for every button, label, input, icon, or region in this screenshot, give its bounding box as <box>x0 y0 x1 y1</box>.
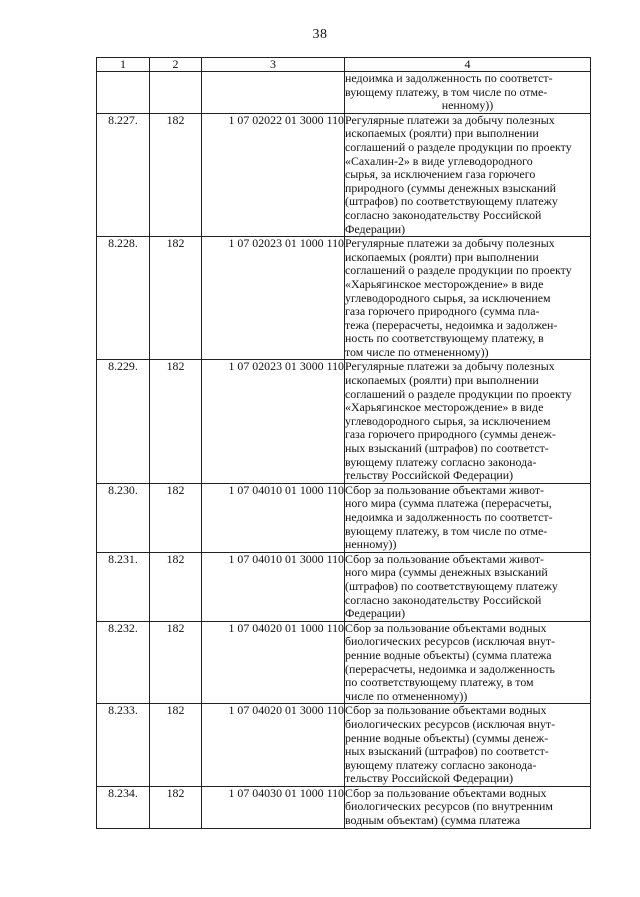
description-line: биологических ресурсов (исключая внут- <box>345 716 556 731</box>
row-number: 8.232. <box>97 621 150 704</box>
table-row <box>97 552 591 621</box>
row-description <box>345 360 591 483</box>
description-line: биологических ресурсов (по внутренним <box>345 799 553 814</box>
column-header-4: 4 <box>345 58 591 72</box>
description-line: «Сахалин-2» в виде углеводородного <box>345 153 533 168</box>
description-line: ного мира (суммы денежных взысканий <box>345 565 548 580</box>
row-description <box>345 621 591 704</box>
column-header-1: 1 <box>97 58 150 72</box>
description-line: ненному)) <box>441 98 494 113</box>
budget-classification-code: 1 07 04010 01 1000 110 <box>202 483 345 552</box>
description-line: газа горючего природного (суммы денеж- <box>345 427 556 442</box>
description-line: Сбор за пользование объектами живот- <box>345 482 545 497</box>
row-number: 8.227. <box>97 113 150 236</box>
row-description <box>345 552 591 621</box>
continuation-empty-cell <box>202 72 345 114</box>
description-line: биологических ресурсов (исключая внут- <box>345 634 556 649</box>
budget-classification-code: 1 07 02023 01 1000 110 <box>202 237 345 360</box>
description-line: углеводородного сырья, за исключением <box>345 413 551 428</box>
description-line: согласно законодательству Российской <box>345 207 542 222</box>
table-row <box>97 786 591 828</box>
description-line: числе по отмененному)) <box>345 688 468 703</box>
description-line: ного мира (сумма платежа (перерасчеты, <box>345 496 552 511</box>
row-description <box>345 237 591 360</box>
row-description <box>345 113 591 236</box>
description-line: по соответствующему платежу, в том <box>345 675 534 690</box>
description-line: вующему платежу, в том числе по отме- <box>345 84 548 99</box>
row-number: 8.230. <box>97 483 150 552</box>
description-line: водным объектам) (сумма платежа <box>345 813 521 828</box>
description-line: соглашений о разделе продукции по проекту <box>345 139 572 154</box>
table-row <box>97 621 591 704</box>
description-line: природного (суммы денежных взысканий <box>345 180 556 195</box>
row-number: 8.231. <box>97 552 150 621</box>
description-line: сырья, за исключением газа горючего <box>345 167 536 182</box>
admin-code: 182 <box>150 237 202 360</box>
budget-classification-code: 1 07 04010 01 3000 110 <box>202 552 345 621</box>
description-line: «Харьягинское месторождение» в виде <box>345 400 544 415</box>
row-description <box>345 704 591 787</box>
description-line: Регулярные платежи за добычу полезных <box>345 359 555 374</box>
admin-code: 182 <box>150 483 202 552</box>
admin-code: 182 <box>150 552 202 621</box>
table-header-row <box>97 58 591 72</box>
continuation-row <box>97 72 591 114</box>
budget-classification-code: 1 07 04020 01 1000 110 <box>202 621 345 704</box>
continuation-empty-cell <box>150 72 202 114</box>
row-number: 8.228. <box>97 237 150 360</box>
description-line: Федерации) <box>345 606 406 621</box>
budget-classification-code: 1 07 02022 01 3000 110 <box>202 113 345 236</box>
description-line: соглашений о разделе продукции по проекту <box>345 386 572 401</box>
description-line: Сбор за пользование объектами водных <box>345 785 547 800</box>
row-number: 8.234. <box>97 786 150 828</box>
description-line: (штрафов) по соответствующему платежу <box>345 578 558 593</box>
classification-table <box>96 57 591 829</box>
description-line: недоимка и задолженность по соответст- <box>345 71 553 85</box>
admin-code: 182 <box>150 360 202 483</box>
description-line: вующему платежу, в том числе по отме- <box>345 523 548 538</box>
description-line: ископаемых (роялти) при выполнении <box>345 373 539 388</box>
description-line: Сбор за пользование объектами живот- <box>345 551 545 566</box>
description-line: газа горючего природного (сумма пла- <box>345 304 540 319</box>
table-row <box>97 704 591 787</box>
description-line: (штрафов) по соответствующему платежу <box>345 194 558 209</box>
description-line: вующему платежу согласно законода- <box>345 757 537 772</box>
admin-code: 182 <box>150 113 202 236</box>
description-line: ренние водные объекты) (суммы денеж- <box>345 730 549 745</box>
column-header-2: 2 <box>150 58 202 72</box>
description-line: углеводородного сырья, за исключением <box>345 290 551 305</box>
description-line: согласно законодательству Российской <box>345 592 542 607</box>
description-line: ископаемых (роялти) при выполнении <box>345 126 539 141</box>
table-body <box>97 58 591 829</box>
description-line: Регулярные платежи за добычу полезных <box>345 112 555 127</box>
description-line: вующему платежу согласно законода- <box>345 454 537 469</box>
description-line: тельству Российской Федерации) <box>345 771 514 786</box>
description-line: том числе по отмененному)) <box>345 344 489 359</box>
description-line: ность по соответствующему платежу, в <box>345 331 544 346</box>
description-line: ренние водные объекты) (сумма платежа <box>345 647 552 662</box>
page-number: 38 <box>312 27 328 42</box>
description-line: Федерации) <box>345 221 406 236</box>
column-header-3: 3 <box>202 58 345 72</box>
row-number: 8.233. <box>97 704 150 787</box>
admin-code: 182 <box>150 704 202 787</box>
admin-code: 182 <box>150 621 202 704</box>
description-line: «Харьягинское месторождение» в виде <box>345 276 544 291</box>
table-row <box>97 237 591 360</box>
table-row <box>97 113 591 236</box>
description-line: ных взысканий (штрафов) по соответст- <box>345 744 549 759</box>
row-description <box>345 483 591 552</box>
description-line: ископаемых (роялти) при выполнении <box>345 249 539 264</box>
budget-classification-code: 1 07 02023 01 3000 110 <box>202 360 345 483</box>
table-row <box>97 483 591 552</box>
description-line: тельству Российской Федерации) <box>345 468 514 483</box>
description-line: (перерасчеты, недоимка и задолженность <box>345 661 555 676</box>
description-line: ных взысканий (штрафов) по соответст- <box>345 441 549 456</box>
description-line: тежа (перерасчеты, недоимка и задолжен- <box>345 317 558 332</box>
description-line: Регулярные платежи за добычу полезных <box>345 236 555 251</box>
description-line: соглашений о разделе продукции по проекту <box>345 263 572 278</box>
continuation-description <box>345 72 591 114</box>
description-line: недоимка и задолженность по соответст- <box>345 510 553 524</box>
description-line: Сбор за пользование объектами водных <box>345 620 547 635</box>
continuation-empty-cell <box>97 72 150 114</box>
description-line: ненному)) <box>345 537 397 552</box>
row-description <box>345 786 591 828</box>
budget-classification-code: 1 07 04030 01 1000 110 <box>202 786 345 828</box>
row-number: 8.229. <box>97 360 150 483</box>
table-row <box>97 360 591 483</box>
description-line: Сбор за пользование объектами водных <box>345 703 547 718</box>
budget-classification-code: 1 07 04020 01 3000 110 <box>202 704 345 787</box>
admin-code: 182 <box>150 786 202 828</box>
